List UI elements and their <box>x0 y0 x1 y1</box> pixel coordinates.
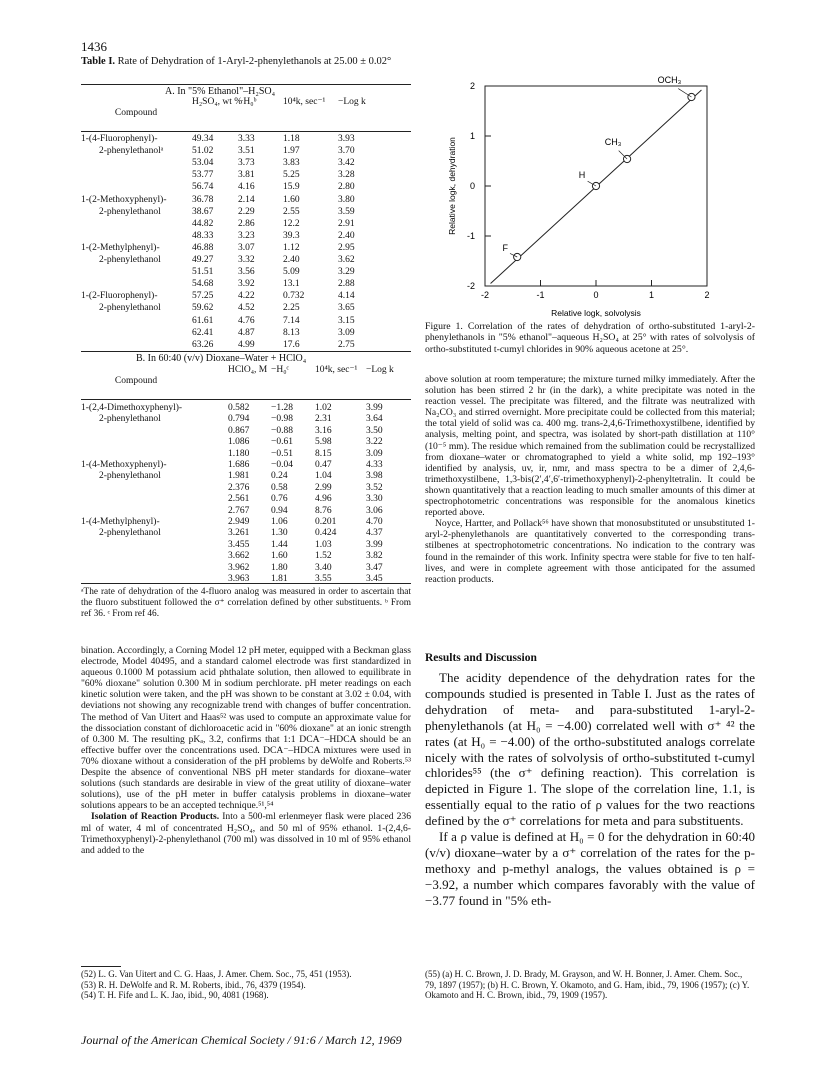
value-cell: 0.424 <box>315 528 337 539</box>
value-cell: 5.98 <box>315 437 332 448</box>
table-row <box>81 267 411 278</box>
value-cell: 3.70 <box>338 146 355 157</box>
reference: (55) (a) H. C. Brown, J. D. Brady, M. Grayson, and W. H. Bonner, J. Amer. Chem. Soc., 79, 1897 (1957); (b) H. C. Brown, Y. Okamoto, and G. Ham, ibid., 79, 1906 (1957); (c) Y. Okamoto and H. C. Brown, ibid., 79, 1909 (1957). <box>425 969 750 1000</box>
column-header: 10⁴k, sec⁻¹ <box>283 97 326 107</box>
value-cell: 2.86 <box>238 218 255 229</box>
table-row <box>81 437 411 448</box>
compound-cell: 1-(4-Fluorophenyl)- <box>81 134 158 144</box>
x-axis-label: Relative logk, solvolysis <box>551 308 641 318</box>
value-cell: −0.88 <box>271 425 293 436</box>
results-heading: Results and Discussion <box>425 652 537 664</box>
value-cell: 2.561 <box>228 494 250 505</box>
table-label: Table I. <box>81 56 116 67</box>
value-cell: 1.60 <box>283 194 300 205</box>
value-cell: 3.962 <box>228 562 250 573</box>
table-row <box>81 426 411 437</box>
value-cell: 53.04 <box>192 158 214 169</box>
column-header: H₂SO₄, wt % <box>192 97 243 107</box>
value-cell: 3.62 <box>338 255 355 265</box>
value-cell: 1.180 <box>228 448 250 459</box>
value-cell: 4.16 <box>238 182 255 193</box>
table-row <box>81 540 411 551</box>
table-rule-mid <box>81 351 411 352</box>
value-cell: 5.09 <box>283 267 300 278</box>
left-body-text <box>81 645 411 856</box>
y-tick-label: -1 <box>466 231 475 241</box>
table-row <box>81 551 411 562</box>
value-cell: 3.99 <box>366 539 383 550</box>
table-row <box>81 219 411 230</box>
value-cell: 12.2 <box>283 218 300 229</box>
table-row <box>81 403 411 414</box>
value-cell: 1.52 <box>315 551 332 562</box>
value-cell: 3.261 <box>228 528 250 539</box>
right-body-text <box>425 374 755 585</box>
value-cell: 2.80 <box>338 182 355 193</box>
value-cell: 0.582 <box>228 403 250 413</box>
value-cell: 13.1 <box>283 279 300 290</box>
table-rule-bottom <box>81 583 411 584</box>
reference: (52) L. G. Van Uitert and C. G. Haas, J. Amer. Chem. Soc., 75, 451 (1953). <box>81 969 352 979</box>
value-cell: 4.70 <box>366 517 383 527</box>
value-cell: 57.25 <box>192 291 214 302</box>
table-row <box>81 517 411 528</box>
value-cell: 3.32 <box>238 255 255 265</box>
column-header: Compound <box>114 108 158 118</box>
value-cell: 1.18 <box>283 134 300 144</box>
value-cell: 3.93 <box>338 134 355 144</box>
table-row <box>81 134 411 145</box>
value-cell: 2.767 <box>228 505 250 516</box>
value-cell: 4.99 <box>238 339 255 350</box>
value-cell: 46.88 <box>192 242 214 253</box>
value-cell: 3.73 <box>238 158 255 169</box>
value-cell: −0.51 <box>271 448 293 459</box>
compound-cell: 1-(4-Methylphenyl)- <box>81 517 160 527</box>
compound-cell: 2-phenylethanol <box>99 255 161 265</box>
table-row <box>81 340 411 351</box>
value-cell: 1.12 <box>283 242 300 253</box>
table-row <box>81 291 411 302</box>
value-cell: 8.15 <box>315 448 332 459</box>
value-cell: 3.65 <box>338 303 355 314</box>
table-row <box>81 207 411 218</box>
point-leader <box>678 89 691 97</box>
value-cell: 51.02 <box>192 146 214 157</box>
value-cell: 36.78 <box>192 194 214 205</box>
value-cell: 0.201 <box>315 517 337 527</box>
value-cell: −1.28 <box>271 403 293 413</box>
compound-cell: 1-(2-Methoxyphenyl)- <box>81 194 167 205</box>
value-cell: 2.14 <box>238 194 255 205</box>
table-row <box>81 182 411 193</box>
x-tick-label: 0 <box>593 290 599 300</box>
value-cell: 3.33 <box>238 134 255 144</box>
value-cell: 3.16 <box>315 425 332 436</box>
value-cell: 1.03 <box>315 539 332 550</box>
value-cell: 3.81 <box>238 170 255 181</box>
value-cell: 49.27 <box>192 255 214 265</box>
value-cell: 1.06 <box>271 517 288 527</box>
x-tick-label: -2 <box>480 290 490 300</box>
value-cell: 1.81 <box>271 574 288 584</box>
value-cell: 4.96 <box>315 494 332 505</box>
figure-1-chart <box>425 66 755 331</box>
table-rule-top <box>81 84 411 85</box>
references-left <box>81 969 411 1001</box>
results-paragraph-1: The acidity dependence of the dehydration rates for the compounds studied is presented in Table I. Just as the rates of dehydration of meta- and para-substituted 1-aryl-2-phenylethanols (at H₀ = −4.00) correlated well with σ⁺ ⁴² the rates (at H₀ = −4.00) of the ortho-substituted analogs correlate nicely with the rates of solvolysis of ortho-substituted t-cumyl chlorides⁵⁵ (the σ⁺ defining reaction). This correlation is depicted in Figure 1. The slope of the correlation line, 1.1, is essentially equal to the ratio of ρ values for the two reactions defined by the σ⁺ correlations for meta and para substituents. <box>425 670 755 829</box>
value-cell: 2.88 <box>338 279 355 290</box>
table-row <box>81 279 411 290</box>
compound-cell: 2-phenylethanol <box>99 414 161 425</box>
compound-cell: 2-phenylethanol <box>99 528 161 539</box>
value-cell: 3.09 <box>366 448 383 459</box>
value-cell: 3.47 <box>366 562 383 573</box>
value-cell: 48.33 <box>192 230 214 241</box>
value-cell: 3.80 <box>338 194 355 205</box>
value-cell: 3.56 <box>238 267 255 278</box>
value-cell: 1.60 <box>271 551 288 562</box>
value-cell: 3.963 <box>228 574 250 584</box>
value-cell: 3.30 <box>366 494 383 505</box>
value-cell: 4.37 <box>366 528 383 539</box>
x-tick-label: 2 <box>704 290 710 300</box>
value-cell: 62.41 <box>192 327 214 338</box>
column-header: Compound <box>114 376 158 386</box>
value-cell: 51.51 <box>192 267 214 278</box>
value-cell: 2.55 <box>283 206 300 217</box>
value-cell: 2.25 <box>283 303 300 314</box>
y-axis-label: Relative logk, dehydration <box>447 137 457 235</box>
value-cell: 8.13 <box>283 327 300 338</box>
y-tick-label: 1 <box>469 131 475 141</box>
table-row <box>81 414 411 425</box>
value-cell: 0.47 <box>315 460 332 470</box>
table-row <box>81 528 411 539</box>
reference: (53) R. H. DeWolfe and R. M. Roberts, ibid., 76, 4379 (1954). <box>81 979 306 990</box>
results-text <box>425 670 755 909</box>
value-cell: 2.31 <box>315 414 332 425</box>
value-cell: 3.662 <box>228 551 250 562</box>
x-tick-label: -1 <box>536 290 545 300</box>
value-cell: 3.82 <box>366 551 383 562</box>
value-cell: 3.55 <box>315 574 332 584</box>
table-row <box>81 255 411 266</box>
value-cell: 5.25 <box>283 170 300 181</box>
value-cell: −0.98 <box>271 414 293 425</box>
x-tick-label: 1 <box>648 290 655 300</box>
table-row <box>81 158 411 169</box>
table-row <box>81 563 411 574</box>
point-label: OCH₃ <box>657 75 682 85</box>
value-cell: 2.40 <box>338 230 355 241</box>
table-row <box>81 303 411 314</box>
column-header: −Log k <box>366 365 394 375</box>
value-cell: 0.58 <box>271 482 288 493</box>
value-cell: 3.52 <box>366 482 383 493</box>
value-cell: 3.455 <box>228 539 250 550</box>
value-cell: 3.22 <box>366 437 383 448</box>
compound-cell: 2-phenylethanol <box>99 303 161 314</box>
y-tick-label: 2 <box>469 81 475 91</box>
value-cell: 1.44 <box>271 539 288 550</box>
value-cell: 4.87 <box>238 327 255 338</box>
table-rule-b <box>81 399 411 400</box>
value-cell: 3.06 <box>366 505 383 516</box>
right-paragraph-2: Noyce, Hartter, and Pollack⁵⁶ have shown that monosubstituted or unsubstituted 1-aryl-2-phenylethanols are quantitatively converted to the corresponding trans-stilbenes at spectrophotometric concentrations. No indication to the contrary was found in the remainder of this work. Infinity spectra were stable for five to ten half-lives, and were in complete agreement with those anticipated for the assumed reaction products. <box>425 518 755 585</box>
y-tick-label: 0 <box>469 181 475 191</box>
value-cell: 63.26 <box>192 339 214 350</box>
section-b-title: B. In 60:40 (v/v) Dioxane–Water + HClO₄ <box>136 353 307 364</box>
section-a-title: A. In "5% Ethanol"–H₂SO₄ <box>165 86 276 97</box>
column-header: HClO₄, M <box>228 365 268 375</box>
table-row <box>81 483 411 494</box>
compound-cell: 2-phenylethanol <box>99 206 161 217</box>
value-cell: 54.68 <box>192 279 214 290</box>
value-cell: 2.40 <box>283 255 300 265</box>
value-cell: 15.9 <box>283 182 300 193</box>
table-row <box>81 506 411 517</box>
table-row <box>81 316 411 327</box>
value-cell: 0.94 <box>271 505 288 516</box>
value-cell: 3.15 <box>338 315 355 326</box>
table-row <box>81 328 411 339</box>
point-label: CH₃ <box>604 137 622 147</box>
results-paragraph-2: If a ρ value is defined at H₀ = 0 for the dehydration in 60:40 (v/v) dioxane–water by a σ⁺ correlation of the rates for the p-methoxy and p-methyl analogs, the values obtained is ρ = −3.92, a number which compares favorably with the value of −3.77 found in "5% eth- <box>425 829 755 908</box>
value-cell: 3.59 <box>338 206 355 217</box>
value-cell: 1.02 <box>315 403 332 413</box>
right-paragraph-1: above solution at room temperature; the mixture turned milky immediately. After the solution has been stirred 2 hr (in the dark), a white precipitate was noted in the reaction vessel. The precipitate was filtered, and the filtrate was neutralized with Na₂CO₃ and stirred overnight. More precipitate could be collected from this material; the total yield of solid was ca. 400 mg. trans-2,4,6-Trimethoxystilbene, identified by analysis, melting point, and spectra, was isolated by short-path distillation at 110° (10⁻⁵ mm). The residue which remained from the sublimation could be recrystallized from dioxane–water or chromatographed to yield a white solid, mp 192–193° identified by analysis, uv, ir, nmr, and mass spectra to be a dimer of 2,4,6-trimethoxystilbene, 1,3-bis(2′,4′,6′-trimethoxyphenyl)-2-phenyltetralin. It could be shown quantitatively that a reaction leading to much smaller amounts of this dimer at spectrophotometric concentrations was responsible for the anomalous kinetics reported above. <box>425 374 755 519</box>
value-cell: 2.75 <box>338 339 355 350</box>
value-cell: 2.949 <box>228 517 250 527</box>
value-cell: 1.30 <box>271 528 288 539</box>
table-row <box>81 460 411 471</box>
value-cell: 3.92 <box>238 279 255 290</box>
figure-caption: Figure 1. Correlation of the rates of dehydration of ortho-substituted 1-aryl-2-phenylethanols in "5% ethanol"–aqueous H₂SO₄ at 25° with rates of solvolysis of ortho-substituted t-cumyl chlorides in 90% aqueous acetone at 25°. <box>425 321 755 355</box>
value-cell: 1.97 <box>283 146 300 157</box>
table-row <box>81 195 411 206</box>
point-label: H <box>578 170 586 180</box>
value-cell: 4.76 <box>238 315 255 326</box>
journal-footer: Journal of the American Chemical Society / 91:6 / March 12, 1969 <box>81 1033 402 1047</box>
footnote-rule-left <box>81 966 121 967</box>
table-row <box>81 231 411 242</box>
value-cell: 4.52 <box>238 303 255 314</box>
value-cell: 1.04 <box>315 471 332 482</box>
left-paragraph: bination. Accordingly, a Corning Model 12 pH meter, equipped with a Beckman glass electrode, Model 40495, and a standard calomel electrode was first standardized in aqueous 0.1000 M potassium acid phthalate solution, then allowed to equilibrate in "60% dioxane" solution 0.300 M in sodium perchlorate. pH meter readings on each kinetic solution were taken, and the pH was shown to be constant at 3.02 ± 0.04, with deviations not showing any recognizable trend with changes of buffer concentration. The method of Van Uitert and Haas⁵² was used to compute an approximate value for the dissociation constant of dichloroacetic acid in "60% dioxane" at an ionic strength of 0.300 M. The resulting pKₐ, 3.2, confirms that 1:1 DCA⁻–HDCA should be an effective buffer over the concentrations used. DCA⁻–HDCA mixtures were used in 70% dioxane without a consideration of the pH problems by deWolfe and Roberts.⁵³ Despite the absence of conventional NBS pH meter standards for dioxane–water solutions (such standards are desirable in view of the great utility of dioxane–water solutions), use of the pH meter in buffer catalysis problems in dioxane–water solutions appears to be an accepted technique.⁵¹,⁵⁴ <box>81 645 411 812</box>
value-cell: 2.376 <box>228 482 250 493</box>
value-cell: 3.42 <box>338 158 355 169</box>
value-cell: 3.51 <box>238 146 255 157</box>
compound-cell: 2-phenylethanolᵃ <box>99 146 164 157</box>
table-row <box>81 170 411 181</box>
isolation-heading: Isolation of Reaction Products. <box>91 811 220 823</box>
value-cell: 59.62 <box>192 303 214 314</box>
compound-cell: 1-(2-Methylphenyl)- <box>81 242 160 253</box>
table-row <box>81 243 411 254</box>
column-header: −H₀ᵇ <box>238 97 257 107</box>
value-cell: 39.3 <box>283 230 300 241</box>
value-cell: 4.22 <box>238 291 255 302</box>
value-cell: 53.77 <box>192 170 214 181</box>
column-header: 10⁴k, sec⁻¹ <box>315 365 358 375</box>
value-cell: 4.33 <box>366 460 383 470</box>
value-cell: 2.29 <box>238 206 255 217</box>
page-number: 1436 <box>81 39 107 54</box>
value-cell: 1.80 <box>271 562 288 573</box>
table-row <box>81 494 411 505</box>
value-cell: 3.23 <box>238 230 255 241</box>
value-cell: 3.40 <box>315 562 332 573</box>
column-header: −H₀ᶜ <box>271 365 289 375</box>
value-cell: 3.50 <box>366 425 383 436</box>
value-cell: −0.04 <box>271 460 293 470</box>
value-cell: 38.67 <box>192 206 214 217</box>
value-cell: 0.24 <box>271 471 288 482</box>
value-cell: 7.14 <box>283 315 300 326</box>
value-cell: 3.98 <box>366 471 383 482</box>
value-cell: 3.99 <box>366 403 383 413</box>
compound-cell: 1-(4-Methoxyphenyl)- <box>81 460 167 470</box>
table-rule-a <box>81 131 411 132</box>
value-cell: 3.83 <box>283 158 300 169</box>
value-cell: 3.29 <box>338 267 355 278</box>
value-cell: 2.99 <box>315 482 332 493</box>
value-cell: 3.64 <box>366 414 383 425</box>
table-title <box>81 56 411 68</box>
value-cell: 1.686 <box>228 460 250 470</box>
table-row <box>81 449 411 460</box>
value-cell: 3.07 <box>238 242 255 253</box>
value-cell: 1.086 <box>228 437 250 448</box>
value-cell: 2.95 <box>338 242 355 253</box>
value-cell: 8.76 <box>315 505 332 516</box>
value-cell: 61.61 <box>192 315 214 326</box>
y-tick-label: -2 <box>466 281 475 291</box>
value-cell: 3.45 <box>366 574 383 584</box>
reference: (54) T. H. Fife and L. K. Jao, ibid., 90, 4081 (1968). <box>81 990 269 1000</box>
value-cell: 1.981 <box>228 471 250 482</box>
table-footnote: ᵃThe rate of dehydration of the 4-fluoro analog was measured in order to ascertain that the fluoro substituent followed the σ⁺ correlation defined by other substituents. ᵇ From ref 36. ᶜ From ref 46. <box>81 587 411 619</box>
value-cell: 0.794 <box>228 414 250 425</box>
value-cell: −0.61 <box>271 437 293 448</box>
value-cell: 3.28 <box>338 170 355 181</box>
point-leader <box>619 151 627 159</box>
value-cell: 17.6 <box>283 339 300 350</box>
value-cell: 49.34 <box>192 134 214 144</box>
column-header: −Log k <box>338 97 366 107</box>
compound-cell: 1-(2-Fluorophenyl)- <box>81 291 158 302</box>
compound-cell: 1-(2,4-Dimethoxyphenyl)- <box>81 403 183 413</box>
value-cell: 4.14 <box>338 291 355 302</box>
compound-cell: 2-phenylethanol <box>99 471 161 482</box>
value-cell: 2.91 <box>338 218 355 229</box>
table-row <box>81 146 411 157</box>
point-label: F <box>502 243 508 253</box>
table-caption: Rate of Dehydration of 1-Aryl-2-phenylethanols at 25.00 ± 0.02° <box>117 56 392 67</box>
value-cell: 0.76 <box>271 494 288 505</box>
value-cell: 56.74 <box>192 182 214 193</box>
references-right <box>425 969 755 1001</box>
value-cell: 0.732 <box>283 291 305 302</box>
value-cell: 0.867 <box>228 425 250 436</box>
value-cell: 3.09 <box>338 327 355 338</box>
value-cell: 44.82 <box>192 218 214 229</box>
table-row <box>81 471 411 482</box>
results-section <box>425 652 755 664</box>
isolation-text: Into a 500-ml erlenmeyer flask were placed 236 ml of water, 4 ml of concentrated H₂SO₄, and 50 ml of 95% ethanol. 1-(2,4,6-Trimethoxyphenyl)-2-phenylethanol (700 ml) was dissolved in 10 ml of 95% ethanol and added to the <box>81 811 411 856</box>
